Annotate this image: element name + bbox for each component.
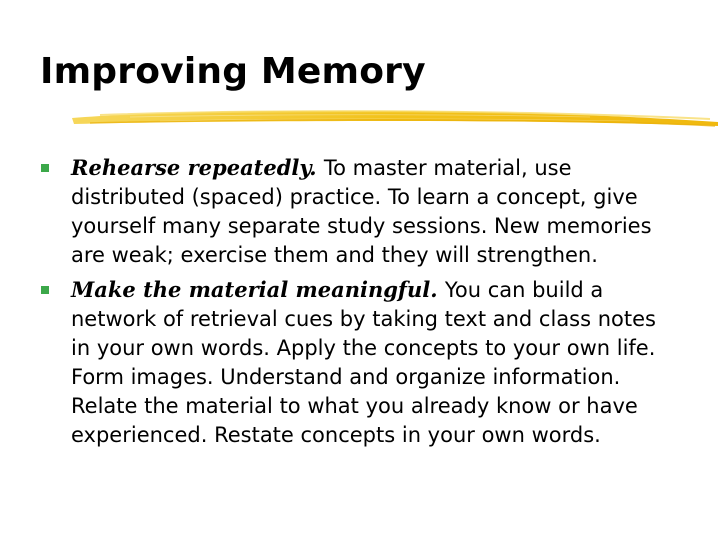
bullet-list bbox=[40, 153, 680, 455]
slide-title: Improving Memory bbox=[40, 51, 426, 92]
bullet-lead: Make the material meaningful. bbox=[71, 277, 445, 302]
square-bullet-icon bbox=[41, 164, 49, 172]
bullet-item bbox=[40, 275, 680, 450]
bullet-text: To master material, use distributed (spaced) practice. To learn a concept, give yourself many separate study sessions. New memories are weak; exercise them and they will strengthen. bbox=[71, 156, 652, 267]
bullet-item bbox=[40, 153, 680, 270]
bullet-lead: Rehearse repeatedly. bbox=[71, 155, 324, 180]
bullet-text: You can build a network of retrieval cues by taking text and class notes in your own words. Apply the concepts to your own life. Form images. Understand and organize information. Relate the material to what you already know or have experienced. Restate concepts in your own words. bbox=[71, 278, 656, 447]
title-underline-brushstroke bbox=[70, 104, 720, 134]
square-bullet-icon bbox=[41, 286, 49, 294]
